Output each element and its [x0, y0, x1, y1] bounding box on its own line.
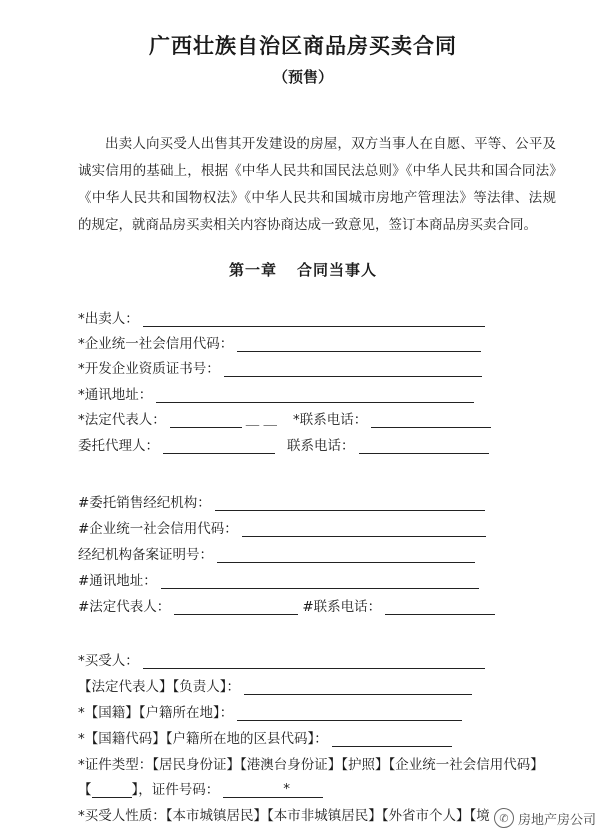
buyer-nationality-row	[78, 697, 466, 721]
agency-phone-label: #联系电话：	[302, 599, 382, 615]
seller-phone-label: *联系电话：	[293, 412, 368, 428]
buyer-name-field[interactable]	[143, 652, 485, 669]
seller-legal-rep-row	[78, 404, 495, 428]
seller-qualification-field[interactable]	[224, 360, 482, 377]
agency-credit-label: #企业统一社会信用代码：	[78, 521, 238, 537]
buyer-id-number-row	[78, 774, 327, 798]
chapter-heading	[0, 259, 606, 280]
agency-legal-rep-field[interactable]	[174, 598, 298, 615]
contract-title: 广西壮族自治区商品房买卖合同	[149, 34, 457, 58]
seller-legal-rep-label: *法定代表人：	[78, 412, 166, 428]
buyer-code-label: *【国籍代码】【户籍所在地的区县代码】：	[78, 731, 328, 747]
seller-credit-field[interactable]	[237, 335, 481, 352]
buyer-id-number-field[interactable]	[223, 781, 323, 798]
buyer-rep-field[interactable]	[244, 678, 472, 695]
agency-credit-row	[78, 513, 490, 537]
agency-address-field[interactable]	[161, 572, 479, 589]
watermark	[490, 806, 600, 830]
buyer-rep-label: 【法定代表人】【负责人】：	[78, 679, 240, 695]
buyer-code-row	[78, 723, 456, 747]
seller-name-row	[78, 303, 489, 327]
buyer-id-other-field[interactable]	[92, 781, 132, 798]
buyer-id-type-row	[78, 749, 544, 773]
agency-name-label: #委托销售经纪机构：	[78, 495, 211, 511]
buyer-id-number-mark: *	[283, 781, 290, 797]
seller-address-label: *通讯地址：	[78, 387, 153, 403]
agency-record-label: 经纪机构备案证明号：	[78, 547, 213, 563]
chapter-number: 第一章	[228, 261, 277, 279]
watermark-text: 房地产房公司	[517, 812, 596, 828]
seller-agent-row	[78, 430, 493, 454]
seller-qualification-label: *开发企业资质证书号：	[78, 361, 220, 377]
seller-address-field[interactable]	[156, 386, 474, 403]
buyer-code-field[interactable]	[332, 730, 452, 747]
buyer-nature-row	[78, 800, 490, 824]
seller-agent-phone-field[interactable]	[359, 437, 489, 454]
seller-qualification-row	[78, 353, 486, 377]
seller-credit-label: *企业统一社会信用代码：	[78, 336, 234, 352]
buyer-nature-label: *买受人性质：【本市城镇居民】【本市非城镇居民】【外省市个人】【境	[78, 808, 490, 824]
buyer-id-other-open: 【	[78, 782, 92, 798]
agency-name-field[interactable]	[215, 494, 485, 511]
seller-agent-phone-label: 联系电话：	[287, 438, 355, 454]
agency-address-label: #通讯地址：	[78, 573, 157, 589]
seller-agent-label: 委托代理人：	[78, 438, 159, 454]
agency-address-row	[78, 565, 483, 589]
buyer-id-type-label: *证件类型：【居民身份证】【港澳台身份证】【护照】【企业统一社会信用代码】	[78, 757, 544, 773]
agency-record-row	[78, 539, 479, 563]
agency-legal-rep-label: #法定代表人：	[78, 599, 171, 615]
buyer-name-label: *买受人：	[78, 653, 139, 669]
buyer-name-row	[78, 645, 489, 669]
buyer-nationality-label: *【国籍】【户籍所在地】：	[78, 705, 234, 721]
agency-record-field[interactable]	[217, 546, 475, 563]
agency-name-row	[78, 487, 489, 511]
seller-credit-row	[78, 328, 485, 352]
seller-legal-rep-suffix: ＿ ＿	[245, 412, 278, 428]
seller-name-label: *出卖人：	[78, 311, 139, 327]
agency-phone-field[interactable]	[385, 598, 495, 615]
chapter-name: 合同当事人	[297, 261, 378, 279]
seller-agent-field[interactable]	[163, 437, 275, 454]
seller-name-field[interactable]	[143, 310, 485, 327]
intro-paragraph: 出卖人向买受人出售其开发建设的房屋，双方当事人在自愿、平等、公平及诚实信用的基础上，根据《中华人民共和国民法总则》《中华人民共和国合同法》《中华人民共和国物权法》《中华人民共和国城市房地产管理法》等法律、法规的规定，就商品房买卖相关内容协商达成一致意见，签订本商品房买卖合同。	[78, 136, 556, 233]
seller-phone-field[interactable]	[371, 411, 491, 428]
buyer-nationality-field[interactable]	[237, 704, 462, 721]
buyer-rep-row	[78, 671, 476, 695]
agency-legal-rep-row	[78, 591, 499, 615]
buyer-id-other-close: 】，证件号码：	[131, 782, 220, 798]
agency-credit-field[interactable]	[242, 520, 486, 537]
wechat-icon: ✆	[494, 808, 514, 828]
contract-subtitle: （预售）	[272, 68, 333, 86]
seller-address-row	[78, 379, 478, 403]
seller-legal-rep-field[interactable]	[170, 411, 242, 428]
